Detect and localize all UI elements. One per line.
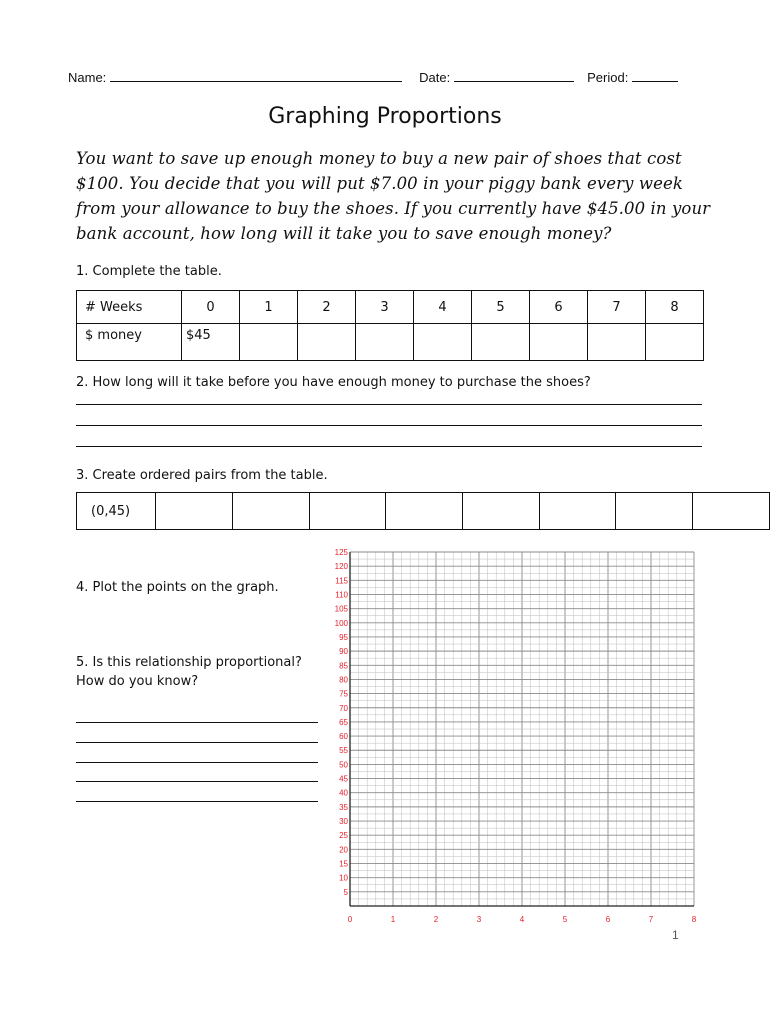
- answer-line[interactable]: [76, 742, 318, 743]
- money-cell[interactable]: [298, 324, 356, 361]
- y-tick-label: 65: [339, 717, 348, 727]
- pair-cell[interactable]: (0,45): [77, 493, 156, 530]
- y-tick-label: 15: [339, 859, 348, 869]
- y-tick-label: 70: [339, 703, 348, 713]
- money-cell[interactable]: [530, 324, 588, 361]
- answer-line[interactable]: [76, 722, 318, 723]
- pair-cell[interactable]: [386, 493, 463, 530]
- y-tick-label: 80: [339, 675, 348, 685]
- x-tick-label: 6: [605, 915, 611, 924]
- y-tick-label: 5: [343, 887, 348, 897]
- period-field[interactable]: [632, 68, 678, 82]
- date-field[interactable]: [454, 68, 574, 82]
- week-cell: 7: [588, 291, 646, 324]
- y-tick-label: 10: [339, 873, 348, 883]
- money-cell[interactable]: [356, 324, 414, 361]
- y-tick-label: 20: [339, 845, 348, 855]
- question-2: 2. How long will it take before you have enough money to purchase the shoes?: [76, 375, 591, 390]
- date-label: Date:: [419, 70, 451, 85]
- week-cell: 5: [472, 291, 530, 324]
- y-tick-label: 105: [334, 604, 348, 614]
- x-tick-label: 3: [476, 915, 482, 924]
- ordered-pairs-table: [76, 492, 770, 530]
- week-cell: 0: [182, 291, 240, 324]
- y-tick-label: 30: [339, 817, 348, 827]
- week-cell: 8: [646, 291, 704, 324]
- y-tick-label: 120: [334, 562, 348, 572]
- x-tick-label: 2: [433, 915, 439, 924]
- week-cell: 4: [414, 291, 472, 324]
- money-cell[interactable]: [588, 324, 646, 361]
- question-5: 5. Is this relationship proportional?: [76, 655, 302, 670]
- coordinate-grid[interactable]: [318, 544, 704, 932]
- x-tick-label: 8: [691, 915, 697, 924]
- y-tick-label: 35: [339, 802, 348, 812]
- page-number: 1: [672, 928, 679, 942]
- answer-line[interactable]: [76, 446, 702, 447]
- x-tick-label: 0: [347, 915, 353, 924]
- problem-statement: You want to save up enough money to buy a new pair of shoes that cost $100. You decide that you will put $7.00 in your piggy bank every week from your allowance to buy the shoes. If you currently have $45.00 in your bank account, how long will it take you to save enough money?: [76, 149, 711, 243]
- y-tick-label: 50: [339, 760, 348, 770]
- x-tick-label: 7: [648, 915, 654, 924]
- money-cell[interactable]: $45: [182, 324, 240, 361]
- y-tick-label: 85: [339, 661, 348, 671]
- x-tick-label: 5: [562, 915, 568, 924]
- pair-cell[interactable]: [616, 493, 693, 530]
- pair-cell[interactable]: [463, 493, 540, 530]
- y-tick-label: 100: [334, 618, 348, 628]
- money-cell[interactable]: [414, 324, 472, 361]
- week-cell: 2: [298, 291, 356, 324]
- name-label: Name:: [68, 70, 107, 85]
- question-1: 1. Complete the table.: [76, 264, 222, 279]
- question-4: 4. Plot the points on the graph.: [76, 580, 279, 595]
- answer-line[interactable]: [76, 781, 318, 782]
- period-label: Period:: [587, 70, 629, 85]
- answer-line[interactable]: [76, 762, 318, 763]
- pair-cell[interactable]: [232, 493, 309, 530]
- y-tick-label: 125: [334, 548, 348, 557]
- y-tick-label: 75: [339, 689, 348, 699]
- answer-line[interactable]: [76, 404, 702, 405]
- question-5-followup: How do you know?: [76, 674, 199, 689]
- y-tick-label: 95: [339, 632, 348, 642]
- y-tick-label: 25: [339, 831, 348, 841]
- weeks-row: [77, 291, 704, 324]
- answer-line[interactable]: [76, 801, 318, 802]
- money-cell[interactable]: [472, 324, 530, 361]
- y-tick-label: 60: [339, 732, 348, 742]
- y-tick-label: 40: [339, 788, 348, 798]
- weeks-money-table: [76, 290, 704, 361]
- pair-cell[interactable]: [539, 493, 616, 530]
- week-cell: 6: [530, 291, 588, 324]
- x-tick-label: 1: [390, 915, 396, 924]
- y-tick-label: 115: [335, 576, 348, 586]
- weeks-header: # Weeks: [77, 291, 182, 324]
- week-cell: 3: [356, 291, 414, 324]
- answer-line[interactable]: [76, 425, 702, 426]
- money-header: $ money: [77, 324, 182, 361]
- money-cell[interactable]: [646, 324, 704, 361]
- y-tick-label: 55: [339, 746, 348, 756]
- money-cell[interactable]: [240, 324, 298, 361]
- name-field[interactable]: [110, 68, 402, 82]
- header: [68, 68, 678, 85]
- pair-cell[interactable]: [309, 493, 386, 530]
- page-title: Graphing Proportions: [268, 104, 502, 129]
- ordered-pairs-row: [77, 493, 770, 530]
- money-row: [77, 324, 704, 361]
- pair-cell[interactable]: [693, 493, 770, 530]
- question-3: 3. Create ordered pairs from the table.: [76, 468, 328, 483]
- x-tick-label: 4: [519, 915, 525, 924]
- y-tick-label: 90: [339, 647, 348, 657]
- week-cell: 1: [240, 291, 298, 324]
- pair-cell[interactable]: [156, 493, 233, 530]
- y-tick-label: 45: [339, 774, 348, 784]
- y-tick-label: 110: [335, 590, 348, 600]
